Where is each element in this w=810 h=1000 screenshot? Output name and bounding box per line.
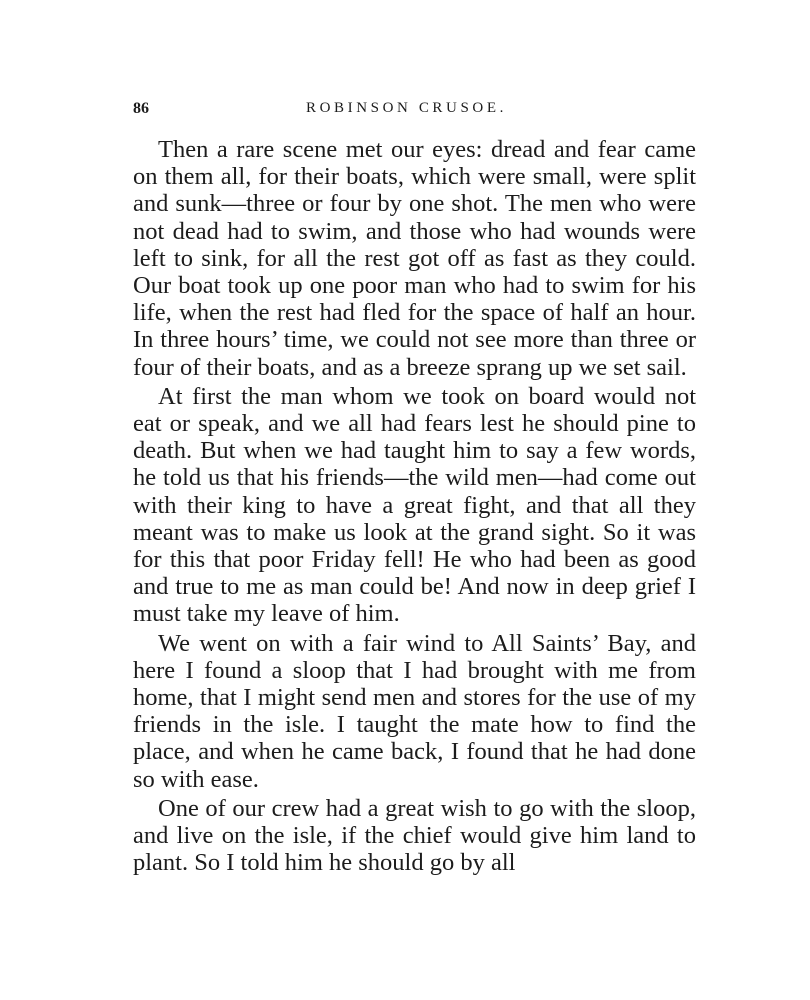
page-header (133, 100, 693, 124)
paragraph-1: Then a rare scene met our eyes: dread and fear came on them all, for their boats, which were small, were split and sunk—three or four by one shot. The men who were not dead had to swim, and those who had wounds were left to sink, for all the rest got off as fast as they could. Our boat took up one poor man who had to swim for his life, when the rest had fled for the space of half an hour. In three hours’ time, we could not see more than three or four of their boats, and as a breeze sprang up we set sail. (133, 136, 696, 381)
running-title: ROBINSON CRUSOE. (306, 100, 507, 116)
paragraph-2: At first the man whom we took on board would not eat or speak, and we all had fears lest he should pine to death. But when we had taught him to say a few words, he told us that his friends—the wild men—had come out with their king to have a great fight, and that all they meant was to make us look at the grand sight. So it was for this that poor Friday fell! He who had been as good and true to me as man could be! And now in deep grief I must take my leave of him. (133, 382, 696, 628)
paragraph-4: One of our crew had a great wish to go with the sloop, and live on the isle, if the chief would give him land to plant. So I told him he should go by all (133, 794, 696, 877)
paragraph-3: We went on with a fair wind to All Saints’ Bay, and here I found a sloop that I had brought with me from home, that I might send men and stores for the use of my friends in the isle. I taught the mate how to find the place, and when he came back, I found that he had done so with ease. (133, 629, 696, 793)
body-text (133, 136, 696, 876)
page-number: 86 (133, 100, 149, 117)
